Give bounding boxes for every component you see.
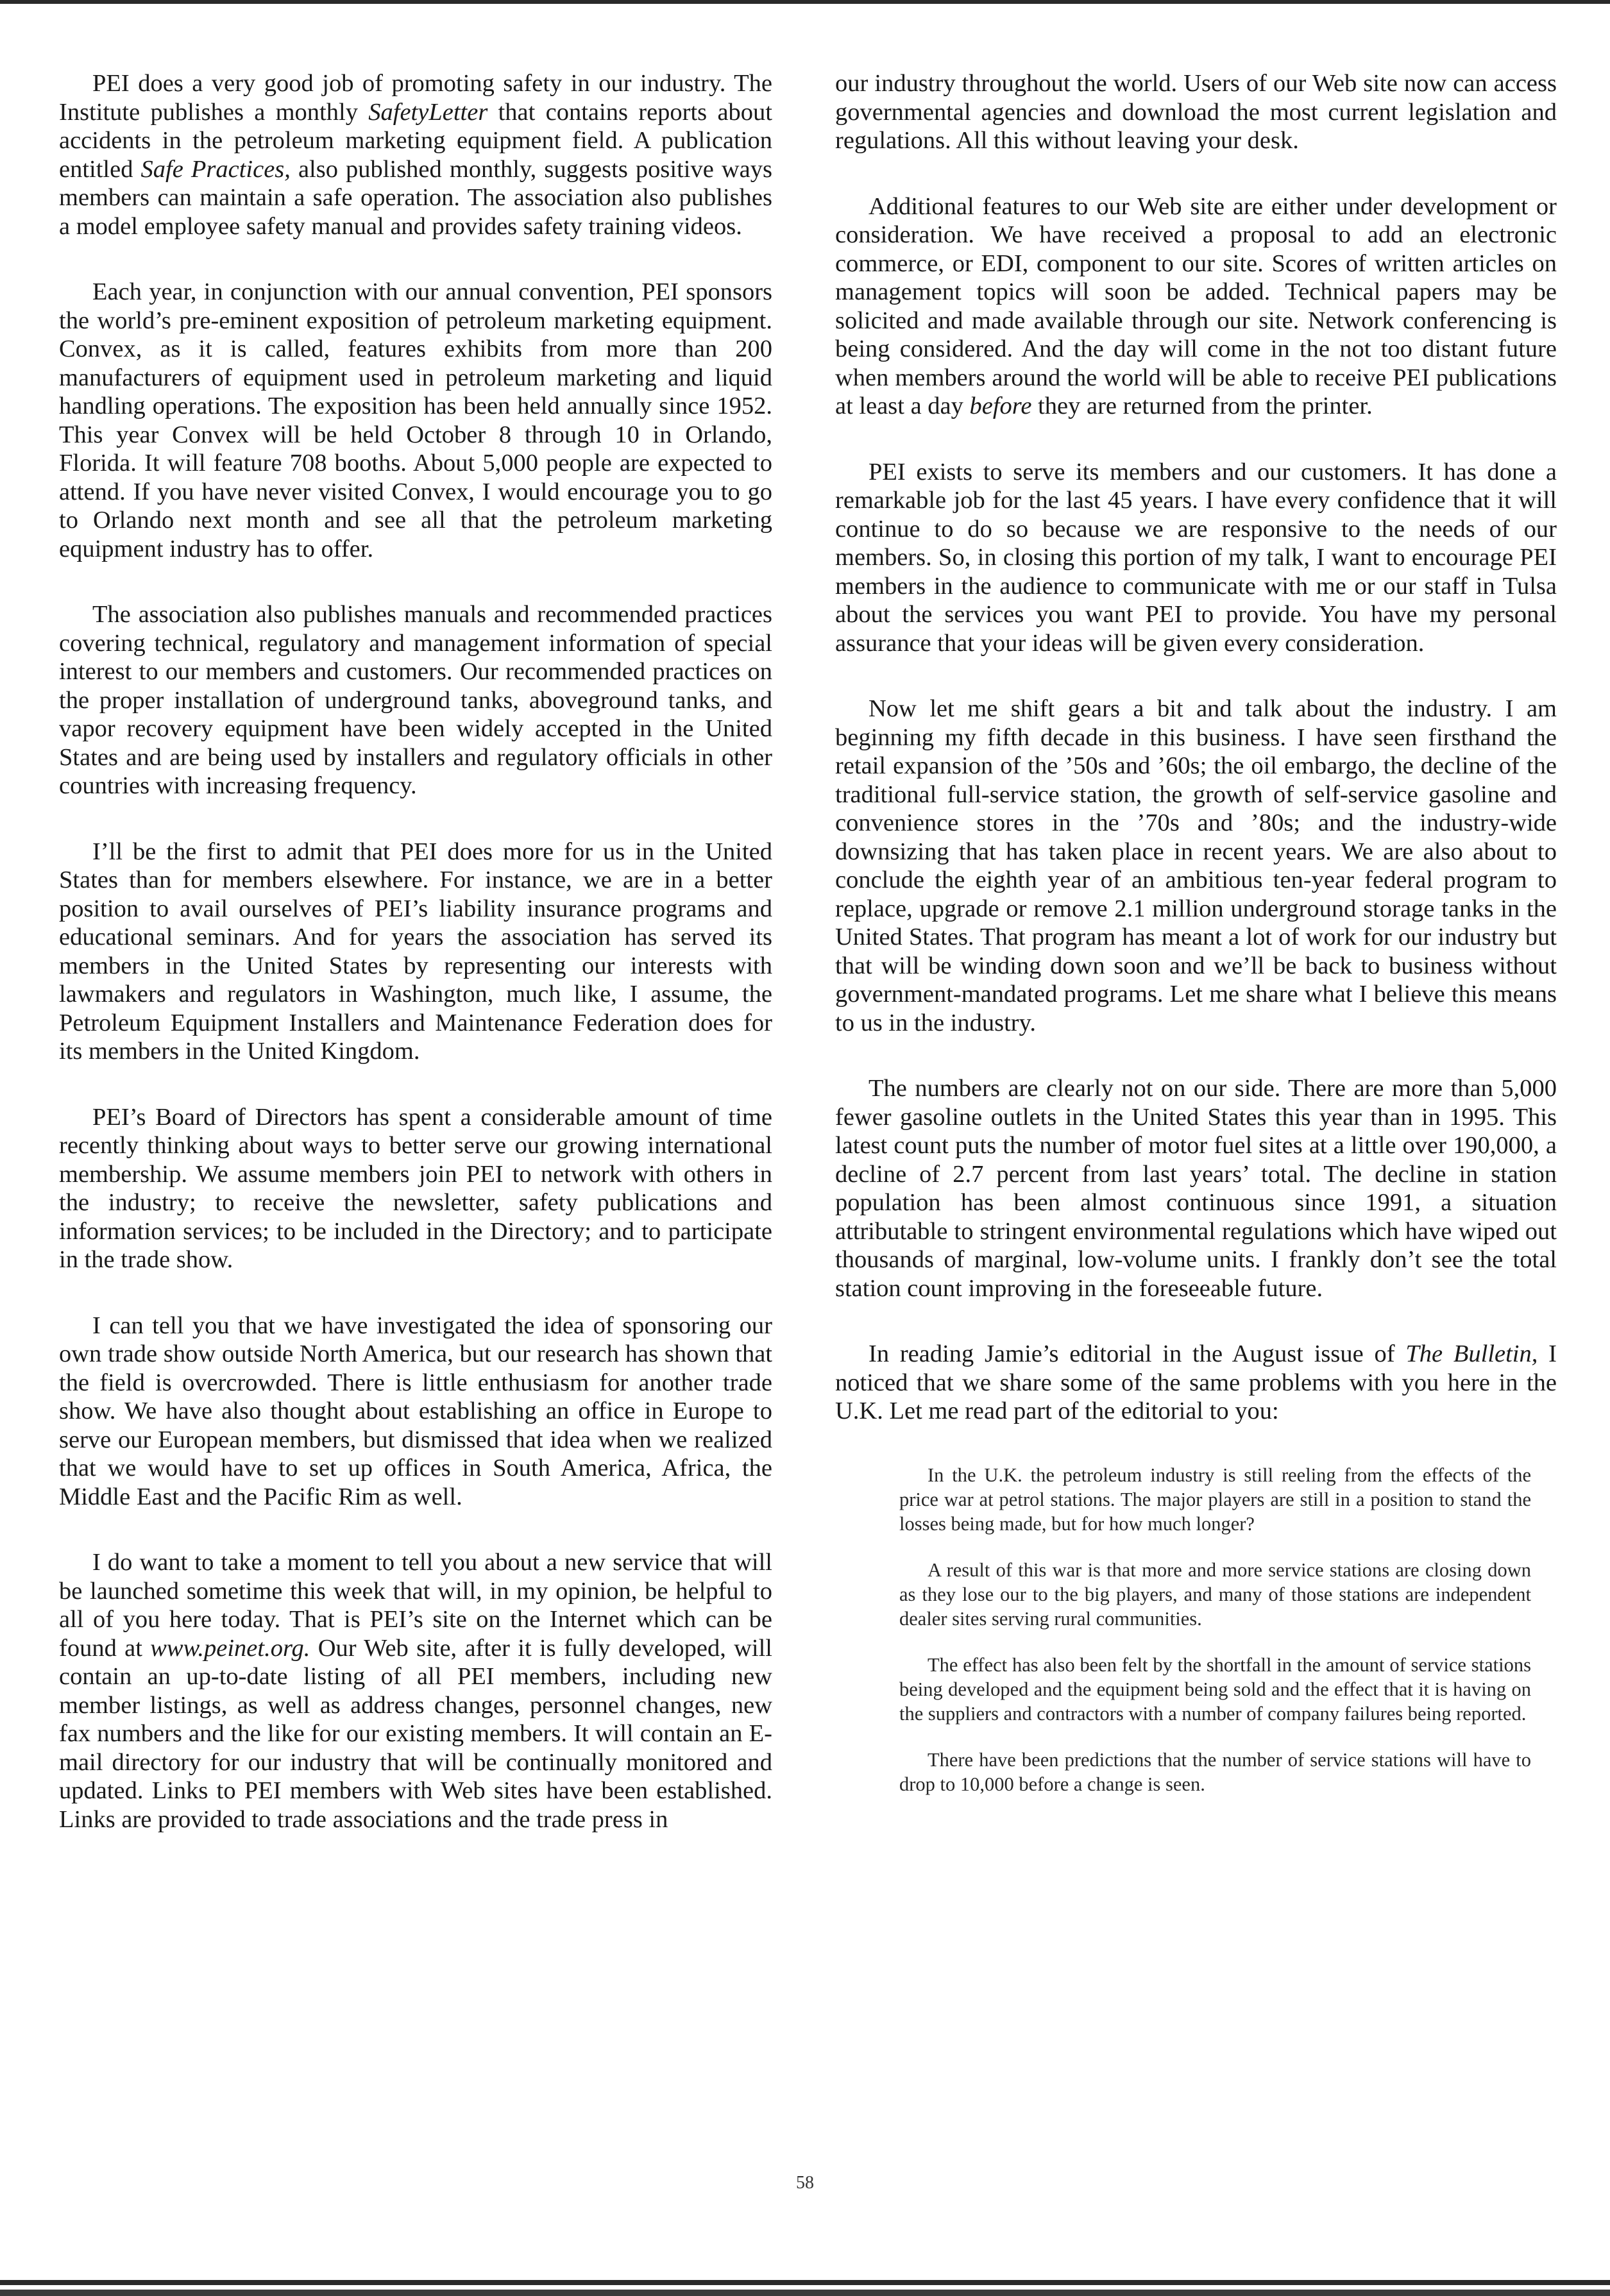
left-column <box>59 69 772 1871</box>
quote-paragraph: In the U.K. the petroleum industry is still reeling from the effects of the price war at petrol stations. The major players are still in a position to stand the losses being made, but for how much longer? <box>899 1464 1531 1535</box>
text-run: Each year, in conjunction with our annual convention, PEI sponsors the world’s pre-eminent exposition of petroleum marketing equipment. Convex, as it is called, features exhibits from more than 200 manufacturers of equipment used in petroleum marketing and liquid handling operations. The exposition has been held annually since 1952. This year Convex will be held October 8 through 10 in Orlando, Florida. It will feature 708 booths. About 5,000 people are expected to attend. If you have never visited Convex, I would encourage you to go to Orlando next month and see all that the petroleum marketing equipment industry has to offer. <box>59 278 772 562</box>
top-rule <box>0 0 1610 4</box>
bottom-rule-2 <box>0 2290 1610 2296</box>
paragraph <box>59 69 772 241</box>
paragraph <box>59 838 772 1066</box>
text-run: Now let me shift gears a bit and talk about the industry. I am beginning my fifth decade in this business. I have seen firsthand the retail expansion of the ’50s and ’60s; the oil embargo, the decline of the traditional full-service station, the growth of self-service gasoline and convenience stores in the ’70s and ’80s; and the industry-wide downsizing that has taken place in recent years. We are also about to conclude the eighth year of an ambitious ten-year federal program to replace, upgrade or remove 2.1 million underground storage tanks in the United States. That program has meant a lot of work for our industry but that will be winding down soon and we’ll be back to business without government-mandated programs. Let me share what I believe this means to us in the industry. <box>835 695 1557 1036</box>
text-run: they are returned from the printer. <box>1031 393 1373 419</box>
text-run: PEI does a very good job of promoting safety in our industry. The Institute publishes a monthly <box>59 70 772 126</box>
paragraph <box>59 600 772 800</box>
right-column <box>835 69 1557 1818</box>
italic-text: The Bulletin, <box>1405 1340 1538 1367</box>
text-run: I do want to take a moment to tell you about a new service that will be launched sometime this week that will, in my opinion, be helpful to all of you here today. That is PEI’s site on the Internet which can be found at <box>59 1549 772 1662</box>
quote-paragraph: A result of this war is that more and more service stations are closing down as they lose our to the big players, and many of those stations are independent dealer sites serving rural communities. <box>899 1558 1531 1630</box>
text-run: that contains reports about accidents in the petroleum marketing equipment field. A publication entitled <box>59 98 772 183</box>
paragraph <box>59 1312 772 1512</box>
paragraph <box>59 278 772 563</box>
italic-text: Safe Practices, <box>140 155 291 183</box>
italic-text: SafetyLetter <box>368 98 488 126</box>
italic-text: www.peinet.org. <box>150 1634 310 1662</box>
text-run: I’ll be the first to admit that PEI does more for us in the United States than for members elsewhere. For instance, we are in a better position to avail ourselves of PEI’s liability insurance programs and educational seminars. And for years the association has served its members in the United States by representing our interests with lawmakers and regulators in Washington, much like, I assume, the Petroleum Equipment Installers and Maintenance Federation does for its members in the United Kingdom. <box>59 838 772 1065</box>
text-run: The numbers are clearly not on our side. There are more than 5,000 fewer gasoline outlets in the United States this year than in 1995. This latest count puts the number of motor fuel sites at a little over 190,000, a decline of 2.7 percent from last years’ total. The decline in station population has been almost continuous since 1991, a situation attributable to stringent environmental regulations which have wiped out thousands of marginal, low-volume units. I frankly don’t see the total station count improving in the foreseeable future. <box>835 1075 1557 1302</box>
paragraph <box>835 192 1557 421</box>
quote-paragraph: The effect has also been felt by the shortfall in the amount of service stations being developed and the equipment being sold and the effect that it is having on the suppliers and contractors with a number of company failures being reported. <box>899 1653 1531 1725</box>
text-run: Our Web site, after it is fully developed, will contain an up-to-date listing of all PEI members, including new member listings, as well as address changes, personnel changes, new fax numbers and the like for our existing members. It will contain an E-mail directory for our industry that will be continually monitored and updated. Links to PEI members with Web sites have been established. Links are provided to trade associations and the trade press in <box>59 1634 773 1833</box>
text-run: The association also publishes manuals and recommended practices covering technical, regulatory and management information of special interest to our members and customers. Our recommended practices on the proper installation of underground tanks, aboveground tanks, and vapor recovery equipment have been widely accepted in the United States and are being used by installers and regulatory officials in other countries with increasing frequency. <box>59 601 772 799</box>
right-column-paragraphs <box>835 69 1557 1426</box>
paragraph <box>835 1074 1557 1303</box>
paragraph <box>59 1548 772 1834</box>
paragraph <box>835 69 1557 155</box>
page-number: 58 <box>796 2173 814 2193</box>
text-run: I can tell you that we have investigated the idea of sponsoring our own trade show outside North America, but our research has shown that the field is overcrowded. There is little enthusiasm for another trade show. We have also thought about establishing an office in Europe to serve our European members, but dismissed that idea when we realized that we would have to set up offices in South America, Africa, the Middle East and the Pacific Rim as well. <box>59 1312 772 1510</box>
text-run: PEI exists to serve its members and our customers. It has done a remarkable job for the last 45 years. I have every confidence that it will continue to do so because we are responsive to the needs of our members. So, in closing this portion of my talk, I want to encourage PEI members in the audience to communicate with me or our staff in Tulsa about the services you want PEI to provide. You have my personal assurance that your ideas will be given every consideration. <box>835 458 1557 657</box>
paragraph <box>835 458 1557 658</box>
text-run: In reading Jamie’s editorial in the August issue of <box>869 1340 1406 1367</box>
text-run: also published monthly, suggests positive ways members can maintain a safe operation. The association also publishes a model employee safety manual and provides safety training videos. <box>59 155 772 240</box>
bottom-rule <box>0 2280 1610 2285</box>
text-run: our industry throughout the world. Users of our Web site now can access governmental agencies and download the most current legislation and regulations. All this without leaving your desk. <box>835 70 1557 154</box>
text-run: I noticed that we share some of the same problems with you here in the U.K. Let me read part of the editorial to you: <box>835 1340 1557 1424</box>
italic-text: before <box>969 393 1032 419</box>
paragraph <box>835 1340 1557 1426</box>
paragraph <box>835 695 1557 1037</box>
quote-paragraph: There have been predictions that the number of service stations will have to drop to 10,000 before a change is seen. <box>899 1748 1531 1795</box>
editorial-quote <box>835 1463 1557 1796</box>
text-run: Additional features to our Web site are either under development or consideration. We have received a proposal to add an electronic commerce, or EDI, component to our site. Scores of written articles on management topics will soon be added. Technical papers may be solicited and made available through our site. Network conferencing is being considered. And the day will come in the not too distant future when members around the world will be able to receive PEI publications at least a day <box>835 192 1557 419</box>
text-run: PEI’s Board of Directors has spent a considerable amount of time recently thinking about ways to better serve our growing international membership. We assume members join PEI to network with others in the industry; to receive the newsletter, safety publications and information services; to be included in the Directory; and to participate in the trade show. <box>59 1103 772 1273</box>
paragraph <box>59 1103 772 1274</box>
